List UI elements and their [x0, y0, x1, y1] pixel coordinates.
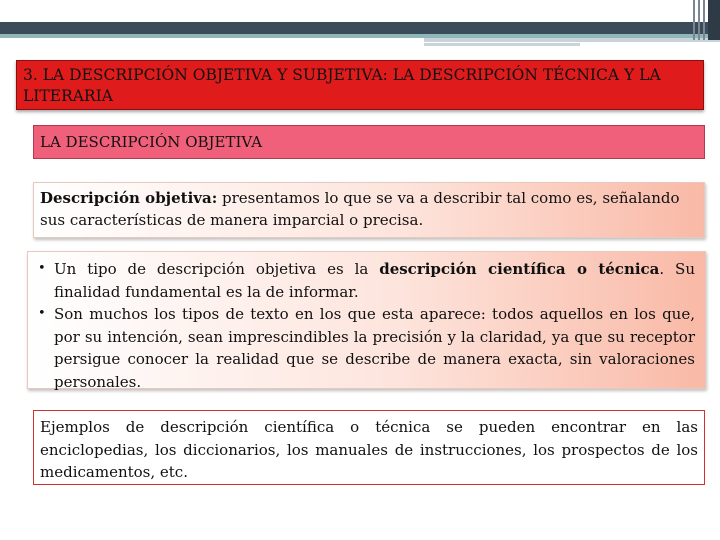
section-header: LA DESCRIPCIÓN OBJETIVA	[33, 125, 705, 159]
corner-stripe	[693, 0, 695, 40]
bullet-list-box	[27, 251, 706, 389]
corner-stripe	[703, 0, 705, 40]
bullet-text: Son muchos los tipos de texto en los que esta aparece: todos aquellos en los que, por su intención, sean imprescindibles la precisión y la claridad, ya que su receptor persigue conocer la realidad que se describe de manera exacta, sin valoraciones personales.	[54, 305, 695, 391]
bullet-icon: •	[38, 261, 46, 276]
decorative-line	[424, 43, 580, 46]
bullet-icon: •	[38, 306, 46, 321]
examples-box: Ejemplos de descripción científica o técnica se pueden encontrar en las enciclopedias, los diccionarios, los manuales de instrucciones, los prospectos de los medicamentos, etc.	[33, 410, 705, 485]
top-band	[0, 0, 720, 24]
corner-stripe	[708, 0, 720, 40]
bullet-text-after: . Su finalidad fundamental es la de informar.	[54, 260, 695, 301]
definition-term: Descripción objetiva:	[40, 189, 218, 207]
bullet-highlight: descripción científica o técnica	[379, 260, 660, 278]
definition-text: presentamos lo que se va a describir tal como es, señalando sus características de manera imparcial o precisa.	[40, 189, 680, 229]
bullet-list	[36, 258, 695, 393]
list-item	[36, 258, 695, 303]
bullet-text-before: Un tipo de descripción objetiva es la	[54, 260, 380, 278]
list-item	[36, 303, 695, 393]
decorative-line	[424, 38, 720, 42]
corner-stripe	[698, 0, 700, 40]
top-decorative-bar	[0, 22, 720, 34]
definition-box	[33, 182, 705, 238]
slide-title: 3. LA DESCRIPCIÓN OBJETIVA Y SUBJETIVA: LA DESCRIPCIÓN TÉCNICA Y LA LITERARIA	[16, 60, 704, 110]
